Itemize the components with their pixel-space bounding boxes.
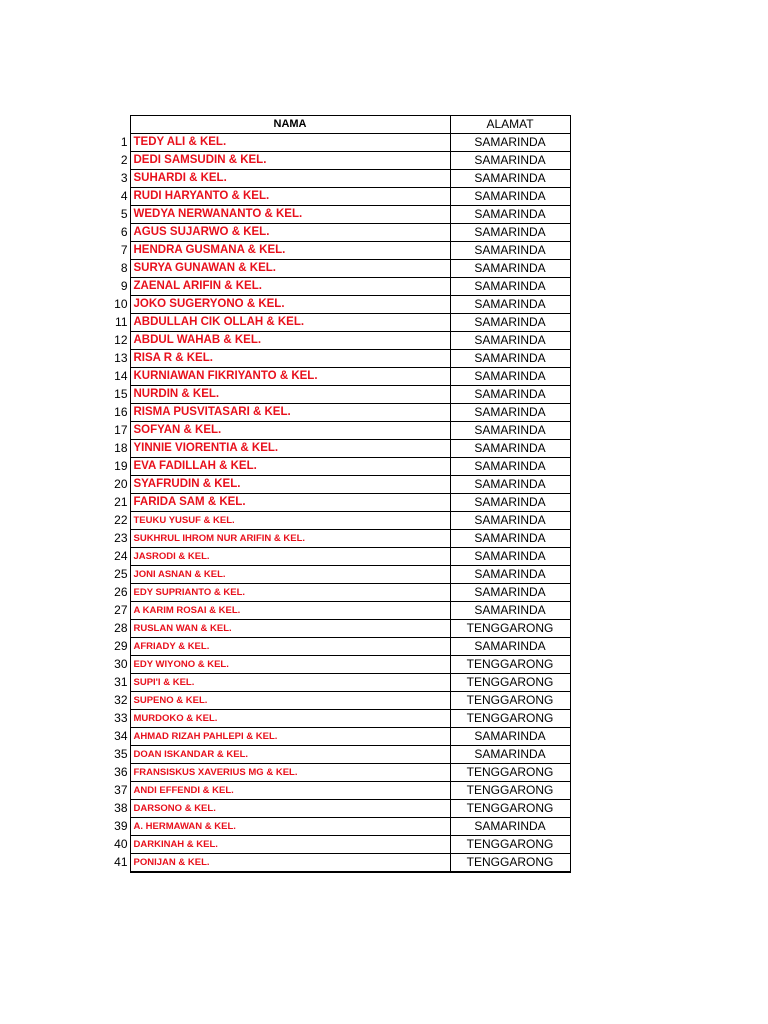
name-cell: AGUS SUJARWO & KEL. [130,224,450,242]
header-row [100,116,570,134]
row-number: 15 [114,387,128,401]
address-cell: SAMARINDA [450,638,570,656]
table-row [100,206,570,224]
row-number: 7 [120,243,128,257]
table-row [100,296,570,314]
name-cell: DEDI SAMSUDIN & KEL. [130,152,450,170]
table-row [100,638,570,656]
table-row [100,260,570,278]
name-cell: KURNIAWAN FIKRIYANTO & KEL. [130,368,450,386]
table-row [100,692,570,710]
address-cell: SAMARINDA [450,602,570,620]
name-cell: DARKINAH & KEL. [130,836,450,854]
table-row [100,332,570,350]
address-cell: SAMARINDA [450,188,570,206]
table-row [100,404,570,422]
row-number: 22 [114,513,128,527]
name-cell: RISMA PUSVITASARI & KEL. [130,404,450,422]
name-cell: ZAENAL ARIFIN & KEL. [130,278,450,296]
row-number: 17 [114,423,128,437]
name-cell: DOAN ISKANDAR & KEL. [130,746,450,764]
name-cell: TEDY ALI & KEL. [130,134,450,152]
row-number: 9 [120,279,128,293]
address-cell: SAMARINDA [450,728,570,746]
row-number: 40 [114,837,128,851]
row-number: 31 [114,675,128,689]
row-number: 39 [114,819,128,833]
address-cell: SAMARINDA [450,350,570,368]
name-cell: JASRODI & KEL. [130,548,450,566]
row-number: 8 [120,261,128,275]
address-cell: SAMARINDA [450,818,570,836]
row-number: 18 [114,441,128,455]
address-cell: SAMARINDA [450,224,570,242]
row-number: 4 [120,189,128,203]
address-cell: SAMARINDA [450,476,570,494]
name-cell: EDY WIYONO & KEL. [130,656,450,674]
table-row [100,188,570,206]
address-cell: SAMARINDA [450,134,570,152]
table-row [100,800,570,818]
row-number: 33 [114,711,128,725]
table-row [100,566,570,584]
row-number: 10 [114,297,128,311]
header-nama: NAMA [130,116,450,134]
table-row [100,656,570,674]
table-row [100,242,570,260]
row-number: 23 [114,531,128,545]
address-cell: SAMARINDA [450,170,570,188]
table-row [100,836,570,854]
name-cell: A KARIM ROSAI & KEL. [130,602,450,620]
address-cell: SAMARINDA [450,152,570,170]
address-cell: TENGGARONG [450,692,570,710]
data-table [100,115,571,873]
address-cell: SAMARINDA [450,512,570,530]
name-cell: TEUKU YUSUF & KEL. [130,512,450,530]
name-cell: ANDI EFFENDI & KEL. [130,782,450,800]
table-row [100,458,570,476]
row-number: 16 [114,405,128,419]
address-cell: TENGGARONG [450,764,570,782]
row-number: 1 [120,135,128,149]
name-cell: RISA R & KEL. [130,350,450,368]
table-row [100,494,570,512]
address-cell: SAMARINDA [450,422,570,440]
name-cell: RUDI HARYANTO & KEL. [130,188,450,206]
name-cell: RUSLAN WAN & KEL. [130,620,450,638]
address-cell: TENGGARONG [450,854,570,873]
row-number: 14 [114,369,128,383]
row-number: 26 [114,585,128,599]
address-cell: SAMARINDA [450,386,570,404]
address-cell: TENGGARONG [450,656,570,674]
address-cell: TENGGARONG [450,836,570,854]
address-cell: TENGGARONG [450,710,570,728]
header-number-cell [100,116,130,134]
table-row [100,170,570,188]
table-row [100,440,570,458]
address-cell: TENGGARONG [450,782,570,800]
name-cell: SUHARDI & KEL. [130,170,450,188]
table-body [100,134,570,873]
name-cell: HENDRA GUSMANA & KEL. [130,242,450,260]
name-cell: EVA FADILLAH & KEL. [130,458,450,476]
table-row [100,620,570,638]
table-row [100,386,570,404]
address-cell: SAMARINDA [450,332,570,350]
name-cell: SUPENO & KEL. [130,692,450,710]
table-row [100,674,570,692]
name-cell: AHMAD RIZAH PAHLEPI & KEL. [130,728,450,746]
address-cell: SAMARINDA [450,404,570,422]
name-cell: AFRIADY & KEL. [130,638,450,656]
name-cell: WEDYA NERWANANTO & KEL. [130,206,450,224]
table-row [100,584,570,602]
row-number: 3 [120,171,128,185]
row-number: 34 [114,729,128,743]
name-cell: JONI ASNAN & KEL. [130,566,450,584]
address-cell: TENGGARONG [450,800,570,818]
address-cell: SAMARINDA [450,746,570,764]
name-cell: MURDOKO & KEL. [130,710,450,728]
row-number: 38 [114,801,128,815]
address-cell: SAMARINDA [450,566,570,584]
table-row [100,512,570,530]
table-row [100,548,570,566]
table-row [100,602,570,620]
address-cell: TENGGARONG [450,620,570,638]
address-cell: SAMARINDA [450,530,570,548]
address-cell: SAMARINDA [450,458,570,476]
address-cell: SAMARINDA [450,440,570,458]
name-cell: SUPI'I & KEL. [130,674,450,692]
row-number: 11 [115,315,128,329]
row-number: 6 [120,225,128,239]
address-cell: SAMARINDA [450,206,570,224]
table-row [100,224,570,242]
address-cell: SAMARINDA [450,278,570,296]
name-cell: SYAFRUDIN & KEL. [130,476,450,494]
row-number: 27 [114,603,128,617]
address-cell: SAMARINDA [450,584,570,602]
table-row [100,746,570,764]
address-cell: SAMARINDA [450,494,570,512]
row-number: 36 [114,765,128,779]
row-number: 5 [120,207,128,221]
table-row [100,710,570,728]
name-cell: NURDIN & KEL. [130,386,450,404]
name-cell: FRANSISKUS XAVERIUS MG & KEL. [130,764,450,782]
address-cell: SAMARINDA [450,314,570,332]
address-cell: SAMARINDA [450,296,570,314]
name-cell: SOFYAN & KEL. [130,422,450,440]
table-row [100,278,570,296]
name-cell: PONIJAN & KEL. [130,854,450,873]
address-cell: SAMARINDA [450,260,570,278]
address-cell: SAMARINDA [450,548,570,566]
row-number: 32 [114,693,128,707]
name-cell: A. HERMAWAN & KEL. [130,818,450,836]
address-cell: TENGGARONG [450,674,570,692]
table-row [100,422,570,440]
table-row [100,350,570,368]
table-row [100,152,570,170]
table-row [100,476,570,494]
name-cell: YINNIE VIORENTIA & KEL. [130,440,450,458]
address-cell: SAMARINDA [450,242,570,260]
table-row [100,728,570,746]
name-cell: FARIDA SAM & KEL. [130,494,450,512]
row-number: 25 [114,567,128,581]
table-row [100,818,570,836]
table-row [100,134,570,152]
row-number: 20 [114,477,128,491]
name-cell: ABDUL WAHAB & KEL. [130,332,450,350]
name-cell: JOKO SUGERYONO & KEL. [130,296,450,314]
name-cell: EDY SUPRIANTO & KEL. [130,584,450,602]
row-number: 19 [114,459,128,473]
row-number: 30 [114,657,128,671]
row-number: 29 [114,639,128,653]
name-cell: ABDULLAH CIK OLLAH & KEL. [130,314,450,332]
table-row [100,530,570,548]
name-cell: SUKHRUL IHROM NUR ARIFIN & KEL. [130,530,450,548]
table-row [100,782,570,800]
table-row [100,314,570,332]
row-number: 37 [114,783,128,797]
address-cell: SAMARINDA [450,368,570,386]
row-number: 41 [114,855,128,870]
name-cell: DARSONO & KEL. [130,800,450,818]
name-cell: SURYA GUNAWAN & KEL. [130,260,450,278]
row-number: 28 [114,621,128,635]
table-row [100,854,570,873]
table-row [100,368,570,386]
table-row [100,764,570,782]
row-number: 35 [114,747,128,761]
row-number: 13 [114,351,128,365]
row-number: 21 [114,495,128,509]
row-number: 24 [114,549,128,563]
row-number: 12 [114,333,128,347]
header-alamat: ALAMAT [450,116,570,134]
row-number: 2 [120,153,128,167]
